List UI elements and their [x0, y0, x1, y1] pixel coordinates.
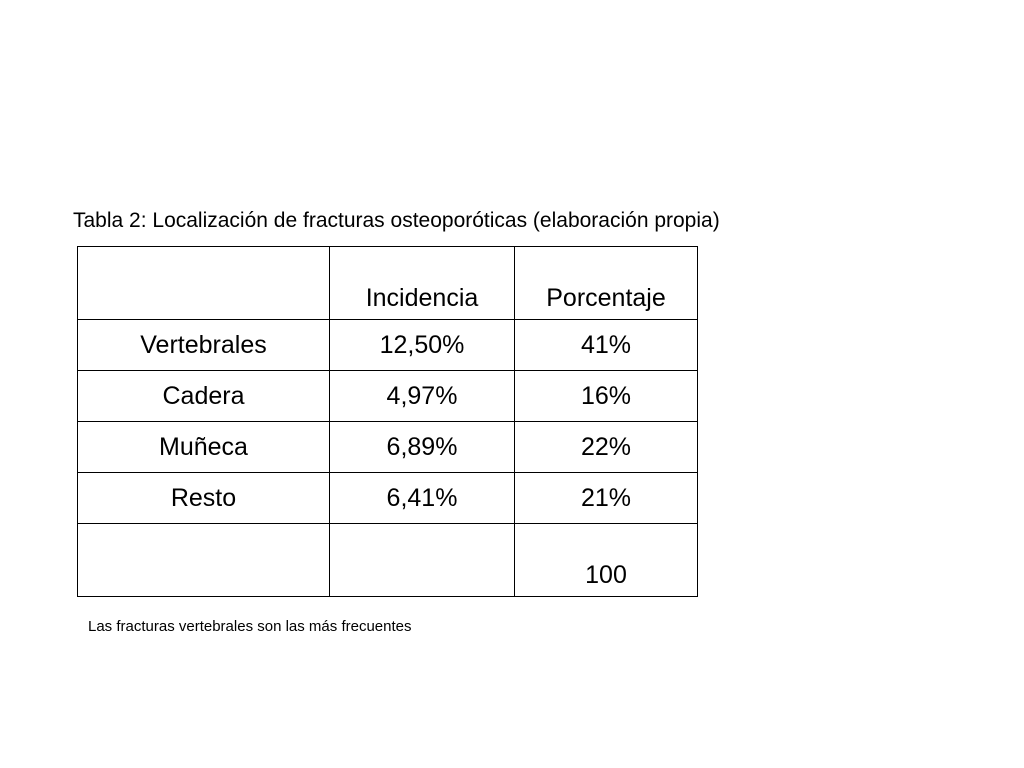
- percentage-cell: 16%: [515, 371, 698, 422]
- percentage-cell: 41%: [515, 320, 698, 371]
- table-row: [78, 320, 698, 371]
- incidence-cell: 12,50%: [330, 320, 515, 371]
- table-row: [78, 422, 698, 473]
- incidence-cell: 4,97%: [330, 371, 515, 422]
- total-cell-empty-label: [78, 524, 330, 597]
- incidence-cell: 6,89%: [330, 422, 515, 473]
- table-row: [78, 473, 698, 524]
- table-row: [78, 371, 698, 422]
- table-caption: Tabla 2: Localización de fracturas osteoporóticas (elaboración propia): [73, 209, 720, 232]
- row-label: Muñeca: [78, 422, 330, 473]
- percentage-cell: 21%: [515, 473, 698, 524]
- total-percentage-cell: 100: [515, 524, 698, 597]
- table-total-row: [78, 524, 698, 597]
- percentage-cell: 22%: [515, 422, 698, 473]
- fractures-table: [77, 246, 698, 597]
- footnote: Las fracturas vertebrales son las más frecuentes: [88, 618, 412, 635]
- incidence-cell: 6,41%: [330, 473, 515, 524]
- header-cell-incidencia: Incidencia: [330, 247, 515, 320]
- row-label: Cadera: [78, 371, 330, 422]
- row-label: Vertebrales: [78, 320, 330, 371]
- table-header-row: [78, 247, 698, 320]
- row-label: Resto: [78, 473, 330, 524]
- header-cell-porcentaje: Porcentaje: [515, 247, 698, 320]
- total-cell-empty-incidence: [330, 524, 515, 597]
- header-cell-empty: [78, 247, 330, 320]
